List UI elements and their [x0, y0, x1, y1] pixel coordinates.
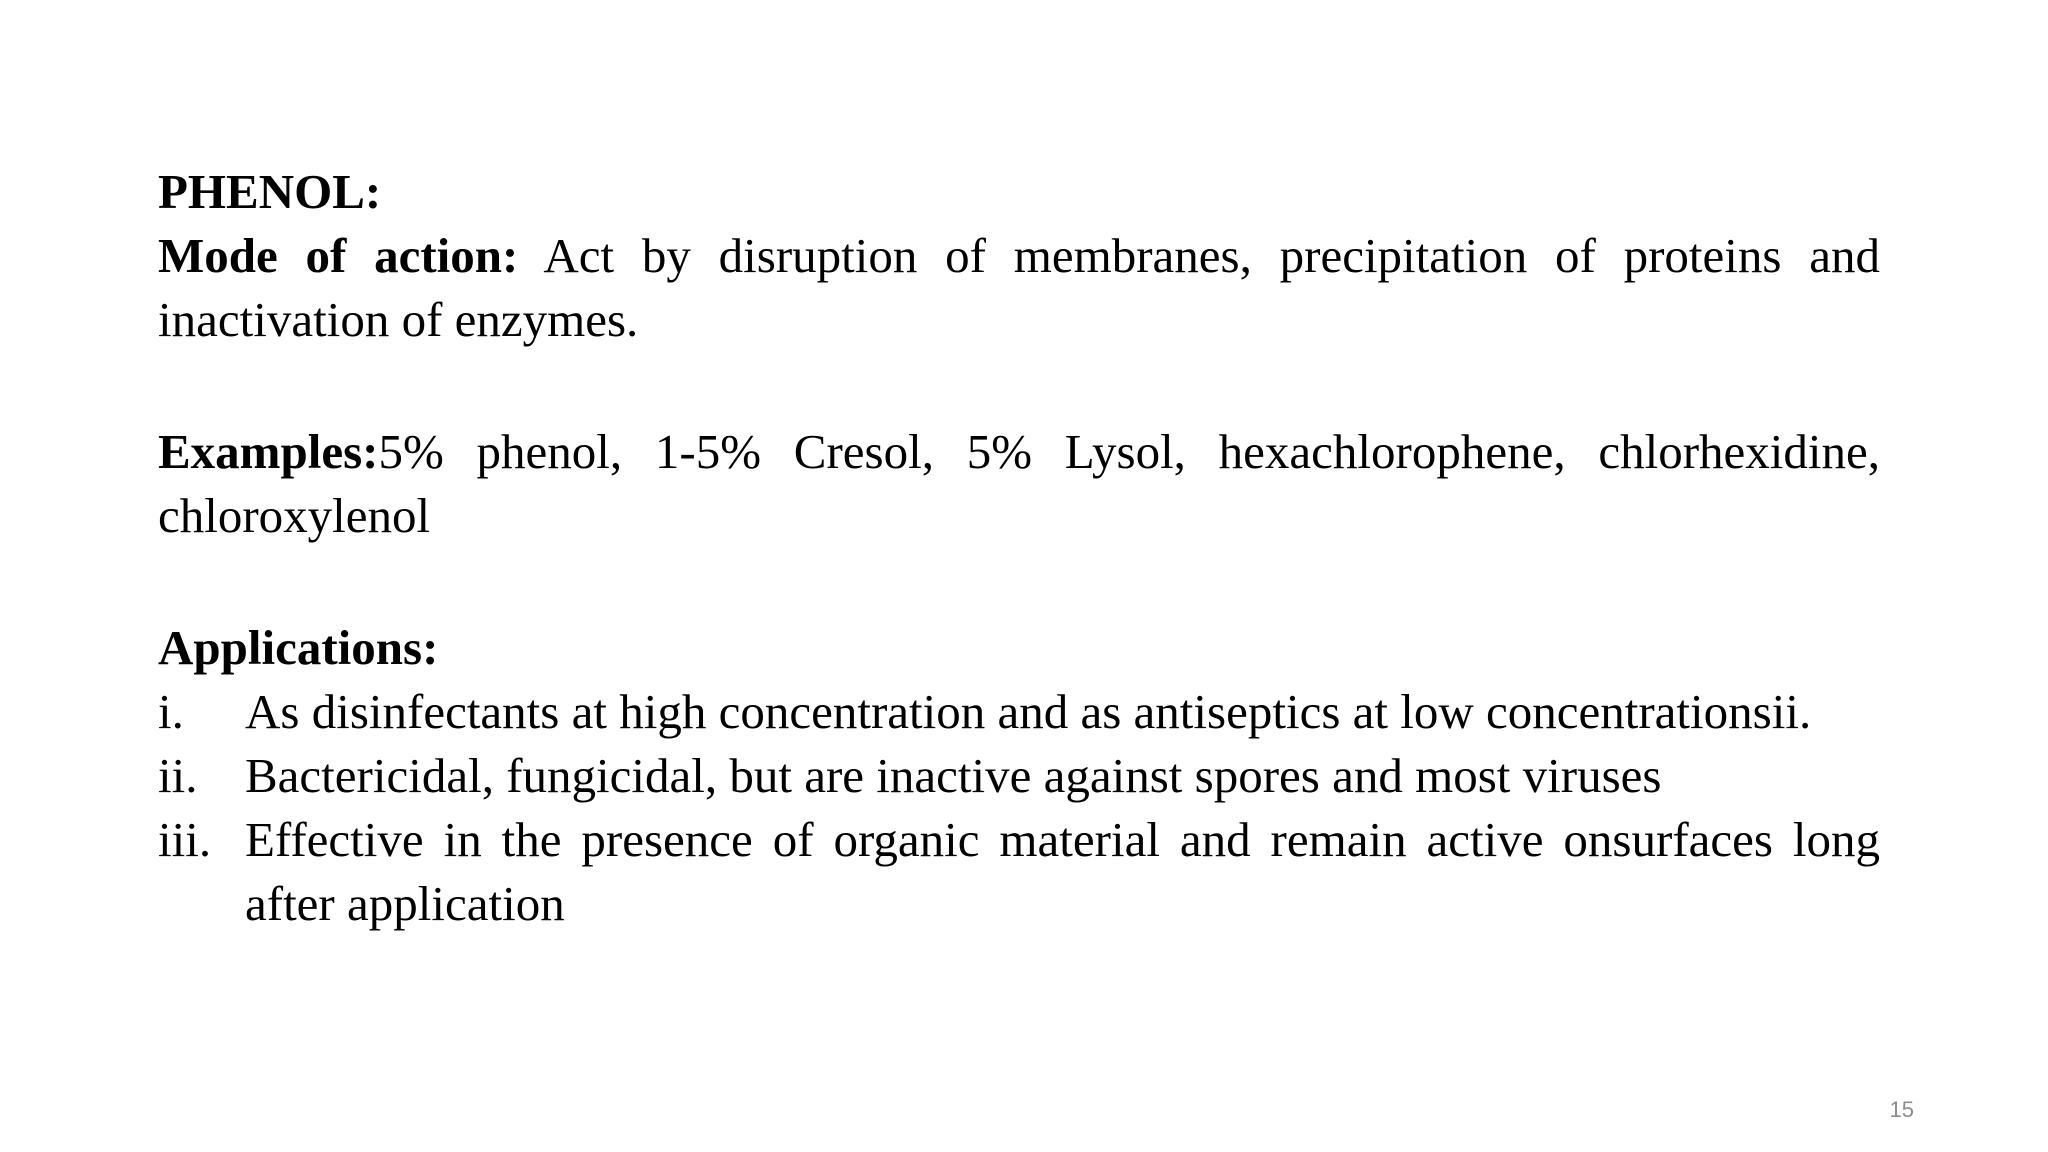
list-marker: iii.: [158, 812, 212, 867]
spacer: [158, 352, 1880, 420]
list-item: [158, 808, 1880, 936]
examples-paragraph: [158, 420, 1880, 548]
applications-heading: Applications:: [158, 620, 439, 675]
page-number: 15: [1889, 1097, 1914, 1122]
examples-text: 5% phenol, 1-5% Cresol, 5% Lysol, hexachlorophene, chlorhexidine, chloroxylenol: [158, 424, 1880, 543]
examples-label: Examples:: [158, 424, 379, 479]
list-item-text: Effective in the presence of organic material and remain active onsurfaces long after application: [245, 812, 1880, 931]
section-title: PHENOL:: [158, 164, 382, 219]
list-marker: i.: [158, 684, 184, 739]
list-item: [158, 680, 1880, 744]
slide-content: [158, 160, 1880, 936]
list-item: [158, 744, 1880, 808]
spacer: [158, 548, 1880, 616]
list-item-text: Bactericidal, fungicidal, but are inactive against spores and most viruses: [245, 748, 1662, 803]
mode-of-action-label: Mode of action:: [158, 228, 519, 283]
list-item-text: As disinfectants at high concentration and as antiseptics at low concentrationsii.: [245, 684, 1812, 739]
list-marker: ii.: [158, 748, 198, 803]
mode-of-action-text: Act by disruption of membranes, precipitation of proteins and inactivation of enzymes.: [158, 228, 1880, 347]
mode-of-action-paragraph: [158, 224, 1880, 352]
applications-list: [158, 680, 1880, 936]
